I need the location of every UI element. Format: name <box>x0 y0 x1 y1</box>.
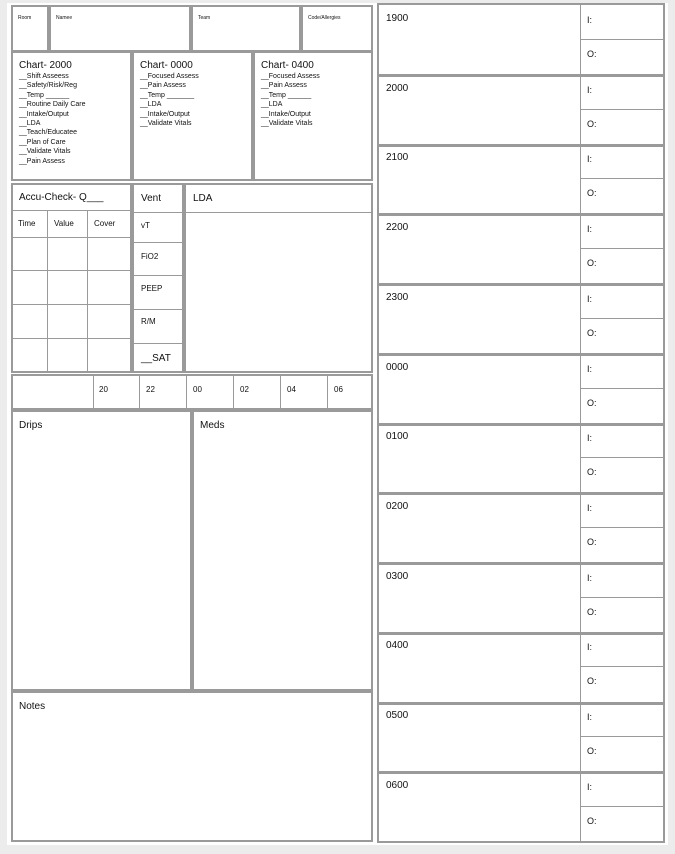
io-row-0200[interactable] <box>379 493 663 563</box>
output-label: O: <box>587 676 597 687</box>
room-label: Room <box>18 15 32 21</box>
intake-label: I: <box>587 572 593 583</box>
checklist-item[interactable]: __Intake/Output <box>261 110 311 118</box>
intake-label: I: <box>587 642 593 653</box>
checklist-item[interactable]: __Intake/Output <box>140 110 190 118</box>
checklist-item[interactable]: __Temp ______ <box>19 91 70 99</box>
io-row-0400[interactable] <box>379 632 663 702</box>
notes-title: Notes <box>19 701 46 712</box>
io-column <box>377 3 665 843</box>
hour-label: 1900 <box>386 13 409 24</box>
hour-label: 2300 <box>386 291 409 303</box>
chart-0000-box <box>132 51 253 181</box>
output-label: O: <box>587 258 597 269</box>
hour-label: 0100 <box>386 431 409 443</box>
hour-label: 2000 <box>386 82 409 94</box>
io-row-1900[interactable] <box>379 5 663 75</box>
vent-sat: __SAT <box>141 353 171 364</box>
output-label: O: <box>587 536 597 547</box>
intake-label: I: <box>587 781 593 792</box>
meds-box[interactable] <box>192 410 373 691</box>
io-row-2000[interactable] <box>379 75 663 145</box>
checklist-item[interactable]: __LDA <box>261 101 283 109</box>
output-label: O: <box>587 606 597 617</box>
intake-label: I: <box>587 363 593 374</box>
accu-col-value: Value <box>54 219 74 228</box>
output-label: O: <box>587 188 597 199</box>
io-row-0600[interactable] <box>379 772 663 841</box>
io-row-0100[interactable] <box>379 423 663 493</box>
vent-peep: PEEP <box>141 284 163 293</box>
io-row-2300[interactable] <box>379 284 663 354</box>
checklist-item[interactable]: __Temp ______ <box>261 91 312 99</box>
accu-check-title: Accu-Check- Q___ <box>19 192 104 203</box>
intake-label: I: <box>587 712 593 722</box>
lda-title: LDA <box>193 193 213 204</box>
intake-label: I: <box>587 224 593 235</box>
worksheet-page <box>7 3 668 845</box>
checklist-item[interactable]: __Pain Assess <box>261 82 307 90</box>
chart-0400-box <box>253 51 373 181</box>
checklist-item[interactable]: __Validate Vitals <box>19 148 71 156</box>
checklist-item[interactable]: __LDA <box>19 120 41 128</box>
time-20: 20 <box>99 385 108 394</box>
checklist-item[interactable]: __Safety/Risk/Reg <box>19 82 77 90</box>
vent-box <box>132 183 184 373</box>
hour-label: 2200 <box>386 222 409 234</box>
checklist-item[interactable]: __Focused Assess <box>140 73 199 80</box>
time-00: 00 <box>193 385 202 394</box>
hour-label: 0400 <box>386 640 409 652</box>
intake-label: I: <box>587 154 593 165</box>
hour-label: 0600 <box>386 779 409 791</box>
vent-vt: vT <box>141 221 150 230</box>
io-row-0500[interactable] <box>379 702 663 772</box>
intake-label: I: <box>587 15 593 25</box>
chart-0000-title: Chart- 0000 <box>140 60 193 71</box>
hour-label: 0500 <box>386 710 409 721</box>
io-row-2100[interactable] <box>379 144 663 214</box>
accu-check-box <box>11 183 132 373</box>
drips-title: Drips <box>19 420 43 431</box>
output-label: O: <box>587 118 597 129</box>
output-label: O: <box>587 467 597 478</box>
intake-label: I: <box>587 293 593 304</box>
checklist-item[interactable]: __Plan of Care <box>19 138 66 146</box>
time-22: 22 <box>146 385 155 394</box>
checklist-item[interactable]: __Validate Vitals <box>140 120 192 128</box>
io-row-2200[interactable] <box>379 214 663 284</box>
accu-col-time: Time <box>18 219 36 228</box>
chart-0400-title: Chart- 0400 <box>261 60 314 71</box>
checklist-item[interactable]: __Intake/Output <box>19 110 69 118</box>
vent-rm: R/M <box>141 317 156 326</box>
io-row-0300[interactable] <box>379 563 663 633</box>
code-allergies-box[interactable] <box>301 5 373 52</box>
vent-title: Vent <box>141 193 162 204</box>
name-box[interactable] <box>49 5 191 52</box>
output-label: O: <box>587 746 597 756</box>
intake-label: I: <box>587 433 593 444</box>
output-label: O: <box>587 327 597 338</box>
io-row-0000[interactable] <box>379 354 663 424</box>
time-06: 06 <box>334 385 343 394</box>
code-allergies-label: Code/Allergies <box>308 15 341 21</box>
hour-label: 0300 <box>386 570 409 582</box>
vent-fio2: FiO2 <box>141 252 159 261</box>
notes-box[interactable] <box>11 691 373 842</box>
time-strip <box>11 374 373 410</box>
intake-label: I: <box>587 502 593 513</box>
team-label: Team <box>198 15 211 21</box>
hour-label: 2100 <box>386 152 409 164</box>
meds-title: Meds <box>200 420 225 431</box>
time-04: 04 <box>287 385 296 394</box>
checklist-item[interactable]: __Teach/Educatee <box>19 129 77 137</box>
output-label: O: <box>587 815 597 826</box>
checklist-item[interactable]: __Focused Assess <box>261 73 320 80</box>
hour-label: 0000 <box>386 361 409 373</box>
output-label: O: <box>587 397 597 408</box>
checklist-item[interactable]: __LDA <box>140 101 162 109</box>
chart-2000-title: Chart- 2000 <box>19 60 72 71</box>
lda-box[interactable] <box>184 183 373 373</box>
drips-box[interactable] <box>11 410 192 691</box>
name-label: Namee <box>56 15 73 21</box>
intake-label: I: <box>587 84 593 95</box>
output-label: O: <box>587 49 597 59</box>
checklist-item[interactable]: __Shift Asseess <box>19 73 69 80</box>
room-box[interactable] <box>11 5 49 52</box>
checklist-item[interactable]: __Validate Vitals <box>261 120 313 128</box>
checklist-item[interactable]: __Temp _______ <box>140 91 195 99</box>
accu-col-cover: Cover <box>94 219 116 228</box>
checklist-item[interactable]: __Pain Assess <box>19 157 65 165</box>
team-box[interactable] <box>191 5 301 52</box>
checklist-item[interactable]: __Pain Assess <box>140 82 186 90</box>
checklist-item[interactable]: __Routine Daily Care <box>19 101 86 109</box>
time-02: 02 <box>240 385 249 394</box>
chart-2000-box <box>11 51 132 181</box>
hour-label: 0200 <box>386 500 409 512</box>
